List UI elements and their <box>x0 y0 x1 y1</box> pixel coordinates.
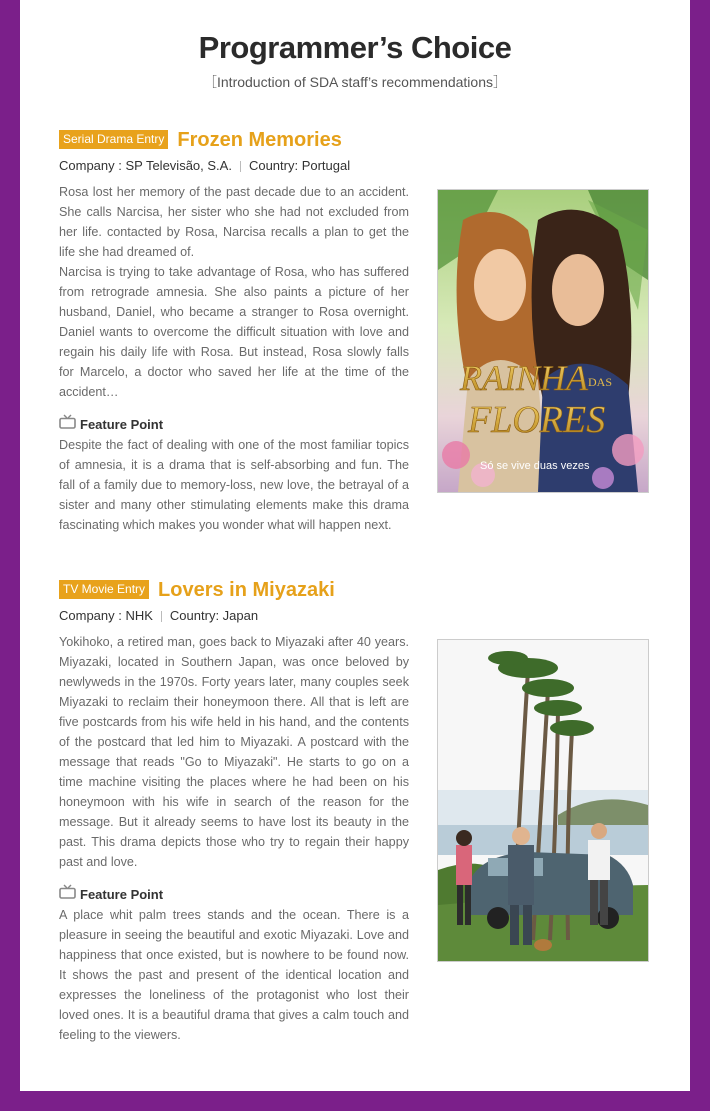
entry-body <box>59 182 409 535</box>
feature-point-label: Feature Point <box>80 886 164 902</box>
entry-meta <box>59 158 653 173</box>
company-label: Company : NHK <box>59 608 153 623</box>
entry-meta <box>59 608 653 623</box>
tv-icon <box>59 414 80 435</box>
feature-point-heading <box>59 884 409 905</box>
poster-logo-line2: FLORES <box>468 399 606 441</box>
feature-point-label: Feature Point <box>80 416 164 432</box>
entry-title: Lovers in Miyazaki <box>158 579 335 601</box>
content-panel <box>20 0 690 1091</box>
feature-paragraph: Despite the fact of dealing with one of the most familiar topics of amnesia, it is a drama that is self-absorbing and fun. The fall of a family due to memory-loss, new love, the betrayal of a sister and many other stimulating elements make this drama fascinating which makes you wonder what will happen next. <box>59 438 409 532</box>
synopsis-paragraph: Rosa lost her memory of the past decade due to an accident. She calls Narcisa, her sister who she had not excluded from her life. contacted by Rosa, Narcisa recalls a plan to get the life she had dreamed of. <box>59 185 409 259</box>
poster-logo-line1: RAINHA <box>460 358 588 398</box>
feature-paragraph: A place whit palm trees stands and the ocean. There is a pleasure in seeing the beautiful and exotic Miyazaki. Love and happiness that once existed, but is nowhere to be found now. It shows the past and present of the identical location and expresses the loneliness of the protagonist who lost their loved ones. It is a beautiful drama that gives a calm touch and feeling to the viewers. <box>59 908 409 1042</box>
entry-body <box>59 632 409 1045</box>
country-label: Country: Portugal <box>248 158 351 173</box>
meta-divider <box>161 611 162 622</box>
page-subtitle: ［Introduction of SDA staff’s recommendations］ <box>203 74 507 90</box>
entry-title: Frozen Memories <box>177 129 342 151</box>
entry-header <box>59 126 653 152</box>
entry-badge: TV Movie Entry <box>59 580 149 599</box>
feature-point-heading <box>59 414 409 435</box>
company-label: Company : SP Televisão, S.A. <box>59 158 232 173</box>
entry-frozen-memories <box>59 126 653 532</box>
page-title: Programmer’s Choice <box>198 30 512 65</box>
poster-tagline: Só se vive duas vezes <box>480 460 590 472</box>
poster-logo-das: DAS <box>588 375 613 389</box>
entry-badge: Serial Drama Entry <box>59 130 168 149</box>
poster-lovers-in-miyazaki <box>437 639 649 962</box>
country-label: Country: Japan <box>169 608 259 623</box>
entry-header <box>59 576 653 602</box>
meta-divider <box>240 161 241 172</box>
synopsis-paragraph: Narcisa is trying to take advantage of Rosa, who has suffered from retrograde amnesia. She also paints a picture of her husband, Daniel, who became a stranger to Rosa overnight. Daniel wants to overcome the difficult situation with love and regain his daily life with Rosa. But instead, Rosa slowly falls for Marcelo, a doctor who saved her life at the time of the accident… <box>59 265 409 399</box>
synopsis-paragraph: Yokihoko, a retired man, goes back to Miyazaki after 40 years. Miyazaki, located in Southern Japan, was once beloved by newlyweds in the 1970s. Forty years later, many couples seek Miyazaki to reclaim their honeymoon there. All that is left are five postcards from his wife held in his hand, and the contents of the postcard that led him to Miyazaki. A postcard with the message that reads "Go to Miyazaki". He starts to go on a time machine visiting the places where he had been on his honeymoon with his wife in search of the reason for the message. But it already seems to have lost its beauty in the past. This drama depicts those who try to regain their happy past and love. <box>59 635 409 869</box>
poster-frozen-memories <box>437 189 649 493</box>
entry-lovers-in-miyazaki <box>59 576 653 1042</box>
tv-icon <box>59 884 80 905</box>
